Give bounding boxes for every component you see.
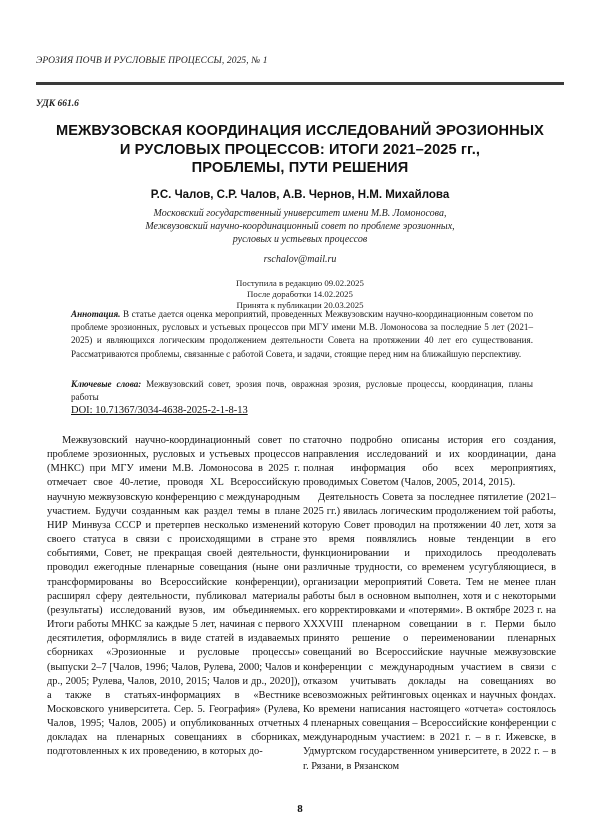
doi-link[interactable]: DOI: 10.71367/3034-4638-2025-2-1-8-13: [71, 405, 248, 416]
submission-dates: [36, 278, 564, 311]
keywords-label: Ключевые слова:: [71, 379, 142, 389]
page-number: 8: [297, 803, 303, 815]
keywords-text: Межвузовский совет, эрозия почв, овражная эрозия, русловые процессы, координация, планы работы: [71, 379, 533, 403]
body-paragraph: Деятельность Совета за последнее пятилетие (2021–2025 гг.) явилась логическим продолжением той работы, которую Совет проводил на протяжении 40 лет, хотя за это время появлялись новые тенденции в его функционировании и приходилось преодолевать различные трудности, со временем усугубляющиеся, в организации мероприятий Совета. Тем не менее план работы был в основном выполнен, хотя и с некоторыми его корректировками и «потерями». В октябре 2023 г. на XXXVIII пленарном совещании в г. Перми было принято решение о переименовании пленарных совещаний во Всероссийские научные межвузовские конференции с международным участием в связи с отказом учитывать доклады на совещаниях во всевозможных рейтинговых оценках и научных фондах. Ко времени написания настоящего «отчета» состоялось 4 пленарных совещания – Всероссийские конференции с международным участием: в 2021 г. – в г. Ижевске, в Удмуртском государственном университете, в 2022 г. – в г. Рязани, в Рязанском: [303, 491, 556, 772]
date-received: Поступила в редакцию 09.02.2025: [236, 278, 364, 288]
affiliation-line: Межвузовский научно-координационный совет по проблеме эрозионных,: [145, 221, 455, 232]
header-rule: [36, 82, 564, 85]
body-column-left: [47, 434, 300, 760]
affiliation-line: Московский государственный университет имени М.В. Ломоносова,: [153, 208, 447, 219]
body-paragraph: Межвузовский научно-координационный совет по проблеме эрозионных, русловых и устьевых процессов (МНКС) при МГУ имени М.В. Ломоносова в 2025 г. отмечает свое 40-летие, проводя XL Всероссийскую научную межвузовскую конференцию с международным участием. Будучи созданным как раздел темы в плане НИР Минвуза СССР и претерпев несколько изменений своего статуса в связи с происходящими в стране событиями, Совет, не прекращая своей деятельности, проводил ежегодные пленарные совещания (ныне они трансформированы во Всероссийские конференции), расширял сферу деятельности, публиковал материалы (результаты) исследований вузов, им объединяемых. Итоги работы МНКС за каждые 5 лет, начиная с первого десятилетия, оформлялись в виде статей в издаваемых сборниках «Эрозионные и русловые процессы» (выпуски 2–7 [Чалов, 1996; Чалов, Рулева, 2000; Чалов и др., 2005; Рулева, Чалов, 2010, 2015; Чалов и др., 2020]), а также в статьях-информациях в «Вестнике Московского университета. Сер. 5. География» (Рулева, Чалов, 1995; Чалов, 2005) и опубликованных отчетных докладах на пленарных совещаниях в сборниках, подготовленных к их проведению, в которых до-: [47, 435, 300, 758]
title-line: И РУСЛОВЫХ ПРОЦЕССОВ: ИТОГИ 2021–2025 гг.,: [119, 141, 481, 158]
body-column-right: [303, 434, 556, 774]
journal-header: ЭРОЗИЯ ПОЧВ И РУСЛОВЫЕ ПРОЦЕССЫ, 2025, № 1: [36, 56, 268, 66]
affiliation-line: русловых и устьевых процессов: [232, 234, 368, 245]
udk-code: УДК 661.6: [36, 99, 79, 109]
affiliation: [36, 207, 564, 246]
abstract-label: Аннотация.: [71, 309, 121, 319]
title-line: МЕЖВУЗОВСКАЯ КООРДИНАЦИЯ ИССЛЕДОВАНИЙ ЭРОЗИОННЫХ: [55, 123, 545, 139]
date-accepted: Принята к публикации 20.03.2025: [236, 300, 364, 310]
body-paragraph-continuation: статочно подробно описаны история его создания, направления исследований и их координации, дана полная информация обо всех мероприятиях, проводимых Советом (Чалов, 2005, 2014, 2015).: [303, 435, 556, 489]
title-line: ПРОБЛЕМЫ, ПУТИ РЕШЕНИЯ: [191, 160, 409, 176]
authors: Р.С. Чалов, С.Р. Чалов, А.В. Чернов, Н.М. Михайлова: [150, 189, 450, 201]
article-title: [36, 122, 564, 178]
keywords: [71, 378, 533, 404]
author-email[interactable]: rschalov@mail.ru: [263, 254, 337, 265]
date-revised: После доработки 14.02.2025: [247, 289, 353, 299]
abstract-text: В статье дается оценка мероприятий, проведенных Межвузовским научно-координационным советом по проблеме эрозионных, русловых и устьевых процессов при МГУ имени М.В. Ломоносова за последние 5 лет (2021–2025) и являющихся логическим продолжением деятельности Совета на протяжении 40 лет его существования. Рассматриваются проблемы, связанные с работой Совета, и задачи, стоящие перед ним на ближайшую перспективу.: [71, 309, 533, 359]
abstract: [71, 308, 533, 361]
